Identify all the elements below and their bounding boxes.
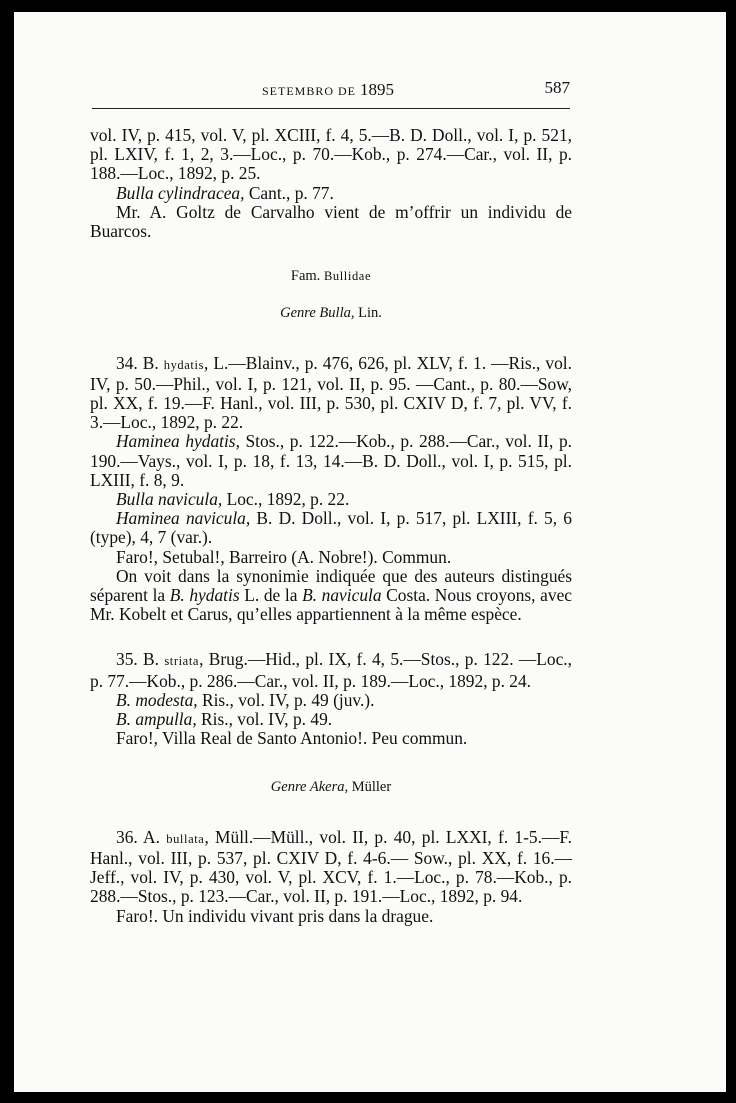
running-header: [92, 78, 570, 104]
species-35-synonym-1: [90, 691, 572, 710]
species-34-synonym-1: [90, 432, 572, 490]
synonym-name: Haminea hydatis,: [116, 431, 240, 452]
intro-note: Mr. A. Goltz de Carvalho vient de m’offrir un individu de Buarcos.: [90, 201, 572, 242]
page-number: 587: [544, 78, 570, 97]
species-name: hydatis: [163, 357, 205, 372]
family-prefix: Fam.: [290, 268, 324, 285]
genus-name: Genre Bulla,: [280, 305, 355, 322]
page-body: [90, 126, 572, 926]
synonym-reference: Loc., 1892, p. 22.: [222, 489, 350, 510]
species-34-synonym-3: [90, 509, 572, 547]
species-35-locality: Faro!, Villa Real de Santo Antonio!. Peu commun.: [116, 728, 468, 749]
species-34-remark: [90, 567, 572, 625]
species-34-locality: Faro!, Setubal!, Barreiro (A. Nobre!). Commun.: [116, 546, 452, 567]
genus-author: Lin.: [354, 305, 382, 322]
synonym-name: Haminea navicula,: [116, 508, 251, 529]
synonym-name: B. modesta,: [116, 689, 198, 710]
species-36-entry: [90, 828, 572, 907]
species-name: striata: [164, 654, 200, 669]
species-references: , L.—Blainv., p. 476, 626, pl. XLV, f. 1. —Ris., vol. IV, p. 50.—Phil., vol. I, p. 121, vol. II, p. 95. —Cant., p. 80.—Sow, pl. XX, f. 19.—F. Hanl., vol. III, p. 530, pl. CXIV D, f. 7, pl. VV, f. 3.—Loc., 1892, p. 22.: [90, 352, 572, 433]
genus-author: Müller: [348, 779, 392, 796]
synonym-name: B. ampulla,: [116, 709, 197, 730]
header-rule: [92, 108, 570, 109]
remark-text: On voit dans la synonimie indiquée que des auteurs distingués séparent la: [90, 565, 572, 606]
species-36-locality: Faro!. Un individu vivant pris dans la drague.: [116, 905, 434, 926]
family-name: Bullidae: [323, 269, 372, 284]
synonym-reference: Cant., p. 77.: [244, 182, 334, 203]
header-year: 1895: [360, 80, 395, 99]
header-title: [262, 80, 394, 100]
remark-species-name: B. navicula: [302, 585, 382, 606]
document-page: [14, 12, 726, 1092]
species-35-synonym-2: [90, 710, 572, 729]
synonym-name: Bulla cylindracea,: [116, 182, 245, 203]
remark-species-name: B. hydatis: [169, 585, 240, 606]
species-35-entry: [90, 650, 572, 690]
remark-text: Costa. Nous croyons, avec Mr. Kobelt et Carus, qu’elles appartiennent à la même espèce.: [90, 585, 573, 625]
genus-bulla-heading: [90, 304, 572, 323]
species-34-entry: [90, 354, 572, 433]
family-heading: [90, 267, 572, 286]
header-month: SETEMBRO DE: [262, 84, 357, 98]
synonym-reference: Ris., vol. IV, p. 49 (juv.).: [197, 689, 375, 710]
species-references: , Brug.—Hid., pl. IX, f. 4, 5.—Stos., p. 122. —Loc., p. 77.—Kob., p. 286.—Car., vol. II, p. 189.—Loc., 1892, p. 24.: [90, 649, 572, 691]
genus-akera-heading: [90, 778, 572, 797]
synonym-reference: Ris., vol. IV, p. 49.: [196, 709, 333, 730]
synonym-name: Bulla navicula,: [116, 489, 223, 510]
synonym-reference: B. D. Doll., vol. I, p. 517, pl. LXIII, f. 5, 6 (type), 4, 7 (var.).: [90, 508, 572, 548]
remark-text: L. de la: [239, 585, 303, 606]
species-number: 35. B.: [116, 649, 165, 670]
species-references: , Müll.—Müll., vol. II, p. 40, pl. LXXI, f. 1-5.—F. Hanl., vol. III, p. 537, pl. CXIV D, f. 4-6.— Sow., pl. XX, f. 16.—Jeff., vol. IV, p. 430, vol. V, pl. XCV, f. 1.—Loc., p. 78.—Kob., p. 288.—Stos., p. 123.—Car., vol. II, p. 191.—Loc., 1892, p. 94.: [90, 826, 572, 907]
species-number: 34. B.: [116, 352, 164, 373]
species-name: bullata: [166, 831, 205, 846]
intro-synonym: [90, 184, 572, 203]
species-34-synonym-2: [90, 490, 572, 509]
intro-paragraph: vol. IV, p. 415, vol. V, pl. XCIII, f. 4, 5.—B. D. Doll., vol. I, p. 521, pl. LXIV, f. 1, 2, 3.—Loc., p. 70.—Kob., p. 274.—Car., vol. II, p. 188.—Loc., 1892, p. 25.: [90, 125, 572, 184]
genus-name: Genre Akera,: [270, 779, 349, 796]
species-number: 36. A.: [116, 826, 167, 847]
synonym-reference: Stos., p. 122.—Kob., p. 288.—Car., vol. II, p. 190.—Vays., vol. I, p. 18, f. 13, 14.—B. D. Doll., vol. I, p. 515, pl. LXIII, f. 8, 9.: [90, 431, 572, 490]
